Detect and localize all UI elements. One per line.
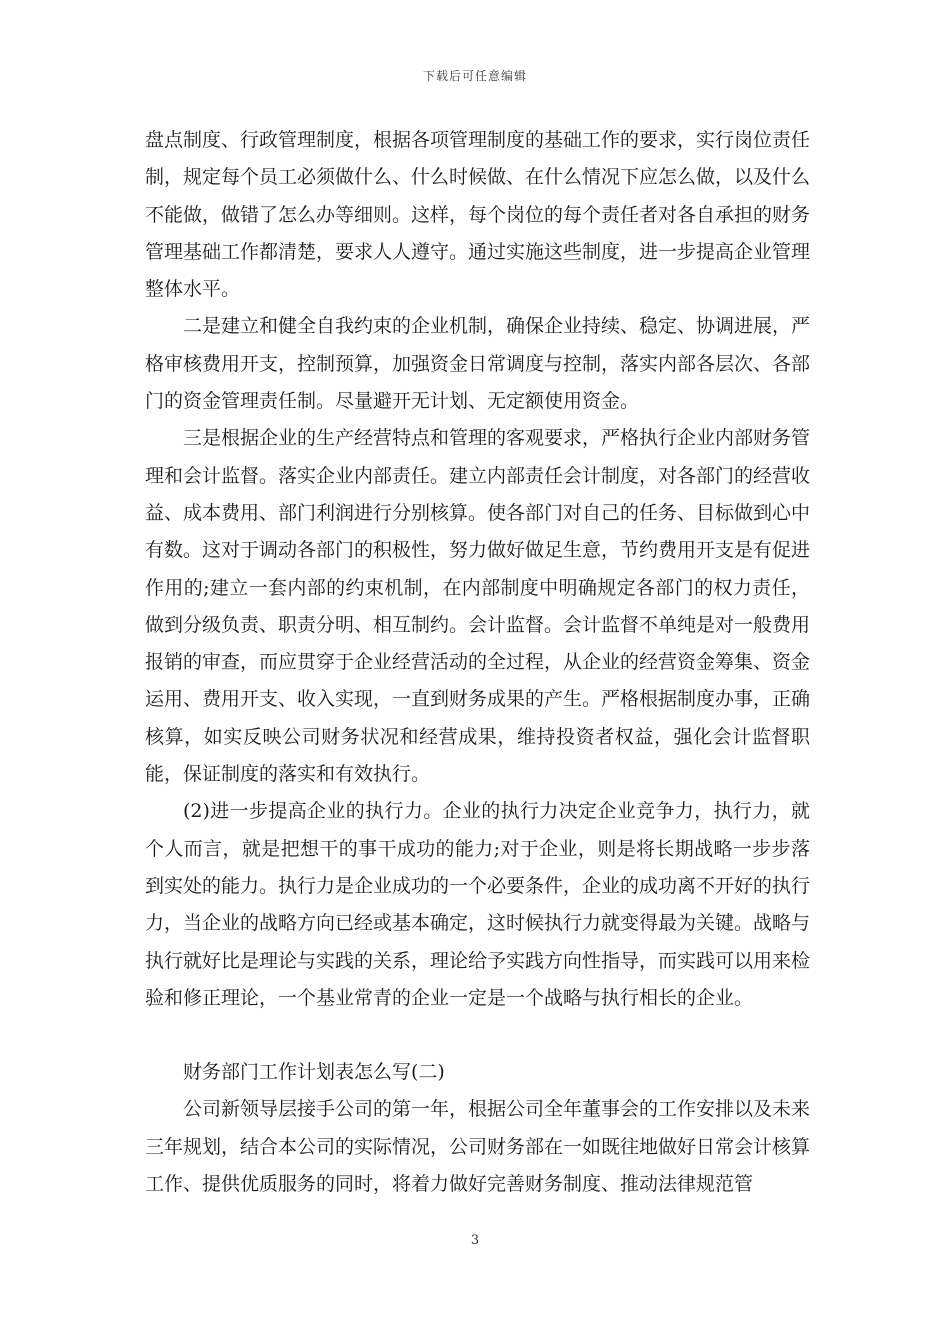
body-paragraph-point-two: 二是建立和健全自我约束的企业机制，确保企业持续、稳定、协调进展，严格审核费用开支，控制预算，加强资金日常调度与控制，落实内部各层次、各部门的资金管理责任制。尽量避开无计划、无定额使用资金。 xyxy=(145,315,811,413)
page-number: 3 xyxy=(470,1233,480,1248)
document-body xyxy=(145,122,810,1203)
section-paragraph: 公司新领导层接手公司的第一年，根据公司全年董事会的工作安排以及未来三年规划，结合本公司的实际情况，公司财务部在一如既往地做好日常会计核算工作、提供优质服务的同时，将着力做好完善财务制度、推动法律规范管 xyxy=(145,1098,811,1196)
page-header-note: 下载后可任意编辑 xyxy=(422,69,527,83)
body-paragraph-point-three: 三是根据企业的生产经营特点和管理的客观要求，严格执行企业内部财务管理和会计监督。落实企业内部责任。建立内部责任会计制度，对各部门的经营收益、成本费用、部门利润进行分别核算。使各部门对自己的任务、目标做到心中有数。这对于调动各部门的积极性，努力做好做足生意，节约费用开支是有促进作用的;建立一套内部的约束机制，在内部制度中明确规定各部门的权力责任，做到分级负责、职责分明、相互制约。会计监督。会计监督不单纯是对一般费用报销的审查，而应贯穿于企业经营活动的全过程，从企业的经营资金筹集、资金运用、费用开支、收入实现，一直到财务成果的产生。严格根据制度办事，正确核算，如实反映公司财务状况和经营成果，维持投资者权益，强化会计监督职能，保证制度的落实和有效执行。 xyxy=(145,427,811,786)
body-paragraph-continued: 盘点制度、行政管理制度，根据各项管理制度的基础工作的要求，实行岗位责任制，规定每个员工必须做什么、什么时候做、在什么情况下应怎么做，以及什么不能做，做错了怎么办等细则。这样，每个岗位的每个责任者对各自承担的财务管理基础工作都清楚，要求人人遵守。通过实施这些制度，进一步提高企业管理整体水平。 xyxy=(145,129,811,301)
paragraph-spacer xyxy=(145,1017,810,1054)
section-heading: 财务部门工作计划表怎么写(二) xyxy=(183,1061,445,1084)
body-paragraph-execution: (2)进一步提高企业的执行力。企业的执行力决定企业竞争力，执行力，就个人而言，就是把想干的事干成功的能力;对于企业，则是将长期战略一步步落到实处的能力。执行力是企业成功的一个必要条件，企业的成功离不开好的执行力，当企业的战略方向已经或基本确定，这时候执行力就变得最为关键。战略与执行就好比是理论与实践的关系，理论给予实践方向性指导，而实践可以用来检验和修正理论，一个基业常青的企业一定是一个战略与执行相长的企业。 xyxy=(145,800,811,1009)
